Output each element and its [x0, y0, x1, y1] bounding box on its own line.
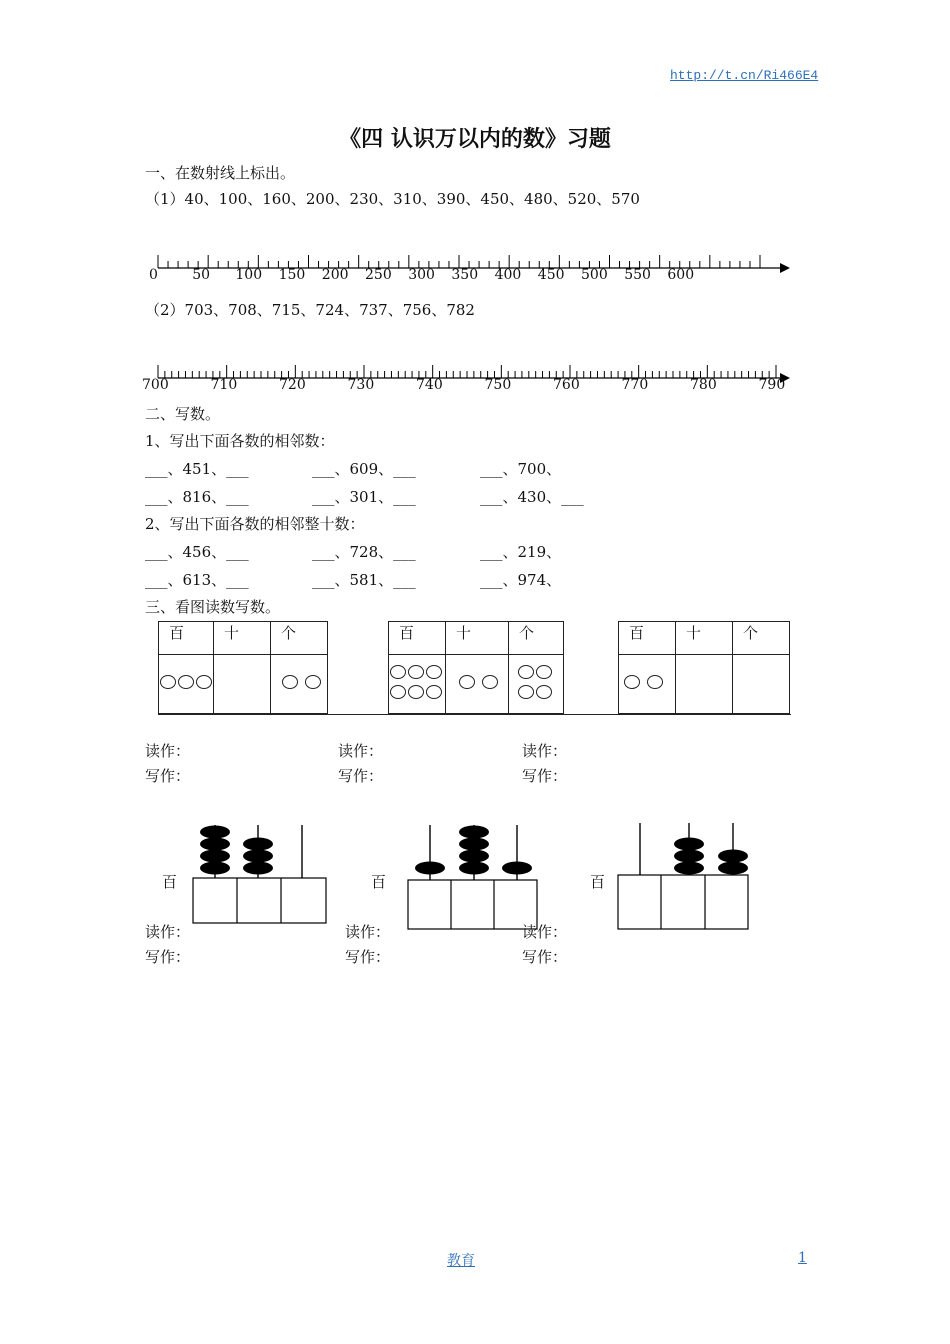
write-label: 写作：: [145, 767, 191, 785]
axis-tick-label: 350: [451, 267, 479, 283]
axis-tick-label: 450: [537, 267, 565, 283]
abacus-1: [190, 820, 330, 930]
header-tens: 十: [446, 622, 509, 655]
header-hundreds: 百: [389, 622, 446, 655]
page-number: 1: [798, 1250, 807, 1266]
axis-tick-label: 750: [484, 377, 512, 393]
header-link[interactable]: http://t.cn/Ri466E4: [670, 68, 819, 83]
abacus-hundreds-label: 百: [371, 873, 387, 891]
adjacent-item: ___、430、___: [480, 488, 584, 506]
abacus-bead: [200, 862, 230, 875]
abacus-bead: [200, 826, 230, 839]
axis-tick-label: 700: [142, 377, 169, 393]
abacus-bead: [674, 838, 704, 851]
read-label: 读作：: [145, 742, 191, 760]
adjacent-item: ___、700、: [480, 460, 562, 478]
tens-item: ___、613、___: [145, 571, 249, 589]
adjacent-item: ___、301、___: [312, 488, 416, 506]
axis-tick-label: 400: [494, 267, 522, 283]
hundreds-cell: [619, 655, 676, 714]
header-tens: 十: [214, 622, 271, 655]
tens-item: ___、728、___: [312, 543, 416, 561]
abacus-bead: [459, 826, 489, 839]
read-label: 读作：: [145, 923, 191, 941]
abacus-bead: [243, 862, 273, 875]
number-line-1-arrow: [780, 263, 790, 273]
section1-question-2: （2）703、708、715、724、737、756、782: [145, 301, 475, 319]
counter-circle: [282, 675, 298, 689]
axis-tick-label: 0: [149, 267, 158, 283]
axis-tick-label: 770: [621, 377, 649, 393]
axis-tick-label: 550: [624, 267, 651, 283]
write-label: 写作：: [345, 948, 391, 966]
header-ones: 个: [509, 622, 564, 655]
axis-tick-label: 720: [279, 377, 306, 393]
tables-baseline: [158, 714, 791, 715]
axis-tick-label: 790: [758, 377, 786, 393]
adjacent-item: ___、451、___: [145, 460, 249, 478]
header-ones: 个: [733, 622, 790, 655]
abacus-bead: [459, 838, 489, 851]
place-value-table-3: [618, 621, 790, 714]
axis-tick-label: 600: [667, 267, 695, 283]
abacus-bead: [200, 838, 230, 851]
section2-sub1: 1、写出下面各数的相邻数：: [145, 432, 335, 450]
abacus-hundreds-label: 百: [162, 873, 178, 891]
footer-link[interactable]: 教育: [447, 1253, 475, 1269]
page-title: 《四 认识万以内的数》习题: [339, 126, 611, 152]
hundreds-cell: [159, 655, 214, 714]
write-label: 写作：: [338, 767, 384, 785]
read-label: 读作：: [522, 742, 568, 760]
axis-tick-label: 300: [408, 267, 435, 283]
adjacent-item: ___、816、___: [145, 488, 249, 506]
counter-circle: [178, 675, 194, 689]
read-label: 读作：: [522, 923, 568, 941]
section1-question-1: （1）40、100、160、200、230、310、390、450、480、520、570: [145, 190, 640, 208]
abacus-bead: [459, 850, 489, 863]
axis-tick-label: 780: [690, 377, 717, 393]
abacus-bead: [243, 850, 273, 863]
abacus-bead: [459, 862, 489, 875]
tens-item: ___、219、: [480, 543, 562, 561]
abacus-bead: [200, 850, 230, 863]
section2-heading: 二、写数。: [145, 405, 221, 423]
tens-cell: [446, 655, 509, 714]
axis-tick-label: 50: [192, 267, 211, 283]
abacus-3: [615, 820, 755, 932]
ones-cell: [733, 655, 790, 714]
section3-heading: 三、看图读数写数。: [145, 598, 281, 616]
tens-cell: [676, 655, 733, 714]
header-hundreds: 百: [619, 622, 676, 655]
abacus-bead: [415, 862, 445, 875]
tens-item: ___、974、: [480, 571, 562, 589]
place-value-table-1: [158, 621, 328, 714]
axis-tick-label: 200: [321, 267, 349, 283]
adjacent-item: ___、609、___: [312, 460, 416, 478]
write-label: 写作：: [522, 948, 568, 966]
abacus-bead: [718, 850, 748, 863]
abacus-bead: [243, 838, 273, 851]
read-label: 读作：: [345, 923, 391, 941]
abacus-hundreds-label: 百: [590, 873, 606, 891]
axis-tick-label: 150: [278, 267, 306, 283]
read-label: 读作：: [338, 742, 384, 760]
abacus-bead: [674, 850, 704, 863]
axis-tick-label: 710: [210, 377, 238, 393]
place-value-table-2: [388, 621, 564, 714]
axis-tick-label: 740: [416, 377, 443, 393]
counter-circle: [305, 675, 321, 689]
header-ones: 个: [271, 622, 328, 655]
axis-tick-label: 500: [581, 267, 608, 283]
abacus-2: [405, 820, 545, 932]
tens-item: ___、456、___: [145, 543, 249, 561]
abacus-bead: [718, 862, 748, 875]
axis-tick-label: 730: [347, 377, 375, 393]
axis-tick-label: 760: [553, 377, 580, 393]
tens-item: ___、581、___: [312, 571, 416, 589]
section1-heading: 一、在数射线上标出。: [145, 164, 296, 182]
tens-cell: [214, 655, 271, 714]
axis-tick-label: 250: [365, 267, 392, 283]
axis-tick-label: 100: [235, 267, 263, 283]
header-hundreds: 百: [159, 622, 214, 655]
abacus-bead: [502, 862, 532, 875]
ones-cell: [271, 655, 328, 714]
write-label: 写作：: [522, 767, 568, 785]
write-label: 写作：: [145, 948, 191, 966]
counter-circle: [196, 675, 212, 689]
counter-circle: [160, 675, 176, 689]
header-tens: 十: [676, 622, 733, 655]
ones-cell: [509, 655, 564, 714]
section2-sub2: 2、写出下面各数的相邻整十数：: [145, 515, 365, 533]
hundreds-cell: [389, 655, 446, 714]
abacus-bead: [674, 862, 704, 875]
